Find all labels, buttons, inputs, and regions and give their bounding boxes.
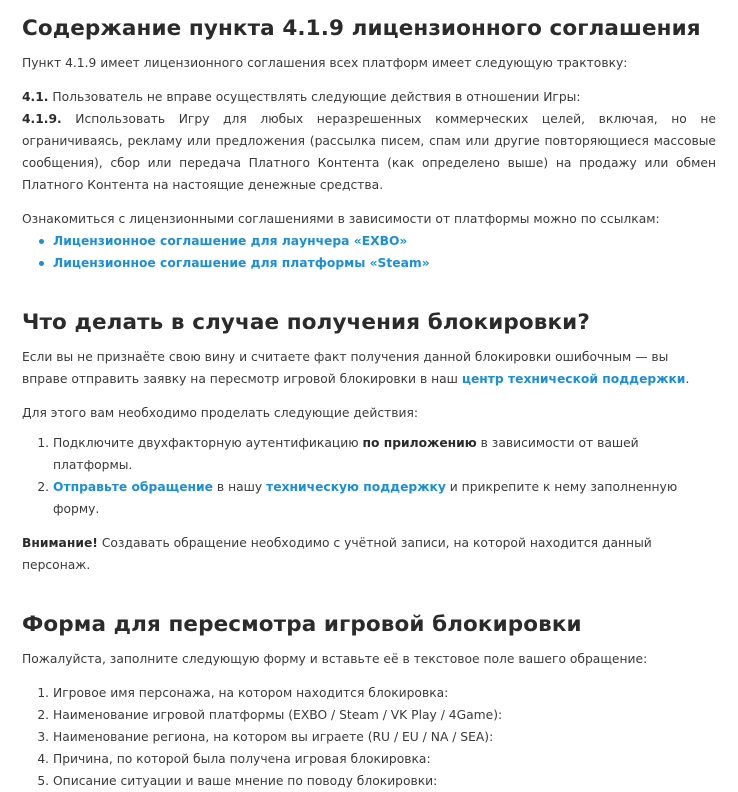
form-fields-list — [22, 682, 716, 792]
clause-number: 4.1.9. — [22, 112, 62, 126]
step-text: Подключите двухфакторную аутентификацию — [53, 436, 363, 450]
clause-text: Использовать Игру для любых неразрешенных коммерческих целей, включая, но не ограничиваясь, рекламу или предложения (рассылка писем, спам или другие повторяющиеся массовые сообщения), сбор или передача Платного Контента (как определено выше) на продажу или обмен Платного Контента на настоящие денежные средства. — [22, 112, 716, 192]
clause-number: 4.1. — [22, 90, 49, 104]
warning-label: Внимание! — [22, 536, 98, 550]
step-text: в нашу — [213, 480, 267, 494]
appeal-text: Если вы не признаёте свою вину и считаете факт получения данной блокировки ошибочным — вы вправе отправить заявку на пересмотр игровой блокировки в наш — [22, 350, 669, 386]
list-item: 5. Описание ситуации и ваше мнение по поводу блокировки: — [53, 770, 716, 792]
clause-text: Пользователь не вправе осуществлять следующие действия в отношении Игры: — [48, 90, 581, 104]
links-intro: Ознакомиться с лицензионными соглашениями в зависимости от платформы можно по ссылкам: — [22, 212, 660, 226]
warning-text: Создавать обращение необходимо с учётной записи, на которой находится данный персонаж. — [22, 536, 652, 572]
list-item — [53, 230, 716, 252]
actions-list — [22, 432, 716, 520]
list-item — [53, 432, 716, 476]
steam-license-link[interactable]: Лицензионное соглашение для платформы «Steam» — [53, 256, 430, 270]
license-links-list — [22, 230, 716, 274]
section-title-ban: Что делать в случае получения блокировки? — [22, 310, 590, 335]
form-intro: Пожалуйста, заполните следующую форму и вставьте её в текстовое поле вашего обращение: — [22, 652, 648, 666]
send-request-link[interactable]: Отправьте обращение — [53, 480, 214, 494]
list-item: 3. Наименование региона, на котором вы играете (RU / EU / NA / SEA): — [53, 726, 716, 748]
appeal-text-end: . — [685, 372, 690, 386]
section-title-license: Содержание пункта 4.1.9 лицензионного соглашения — [22, 16, 701, 41]
tech-support-link[interactable]: техническую поддержку — [266, 480, 446, 494]
list-item: 2. Наименование игровой платформы (EXBO / Steam / VK Play / 4Game): — [53, 704, 716, 726]
actions-intro: Для этого вам необходимо проделать следующие действия: — [22, 406, 419, 420]
support-center-link[interactable]: центр технической поддержки — [461, 372, 686, 386]
list-item: 1. Игровое имя персонажа, на котором находится блокировка: — [53, 682, 716, 704]
license-clauses — [22, 86, 716, 196]
step-text: в зависимости от вашей платформы. — [53, 436, 639, 472]
step-text: и прикрепите к нему заполненную форму. — [53, 480, 678, 516]
warning-paragraph — [22, 532, 716, 576]
license-intro: Пункт 4.1.9 имеет лицензионного соглашения всех платформ имеет следующую трактовку: — [22, 56, 628, 70]
exbo-license-link[interactable]: Лицензионное соглашение для лаунчера «EXBO» — [53, 234, 408, 248]
list-item: 4. Причина, по которой была получена игровая блокировка: — [53, 748, 716, 770]
step-emphasis: по приложению — [362, 436, 477, 450]
list-item — [53, 476, 716, 520]
list-item — [53, 252, 716, 274]
section-title-form: Форма для пересмотра игровой блокировки — [22, 612, 582, 637]
appeal-paragraph — [22, 346, 716, 390]
